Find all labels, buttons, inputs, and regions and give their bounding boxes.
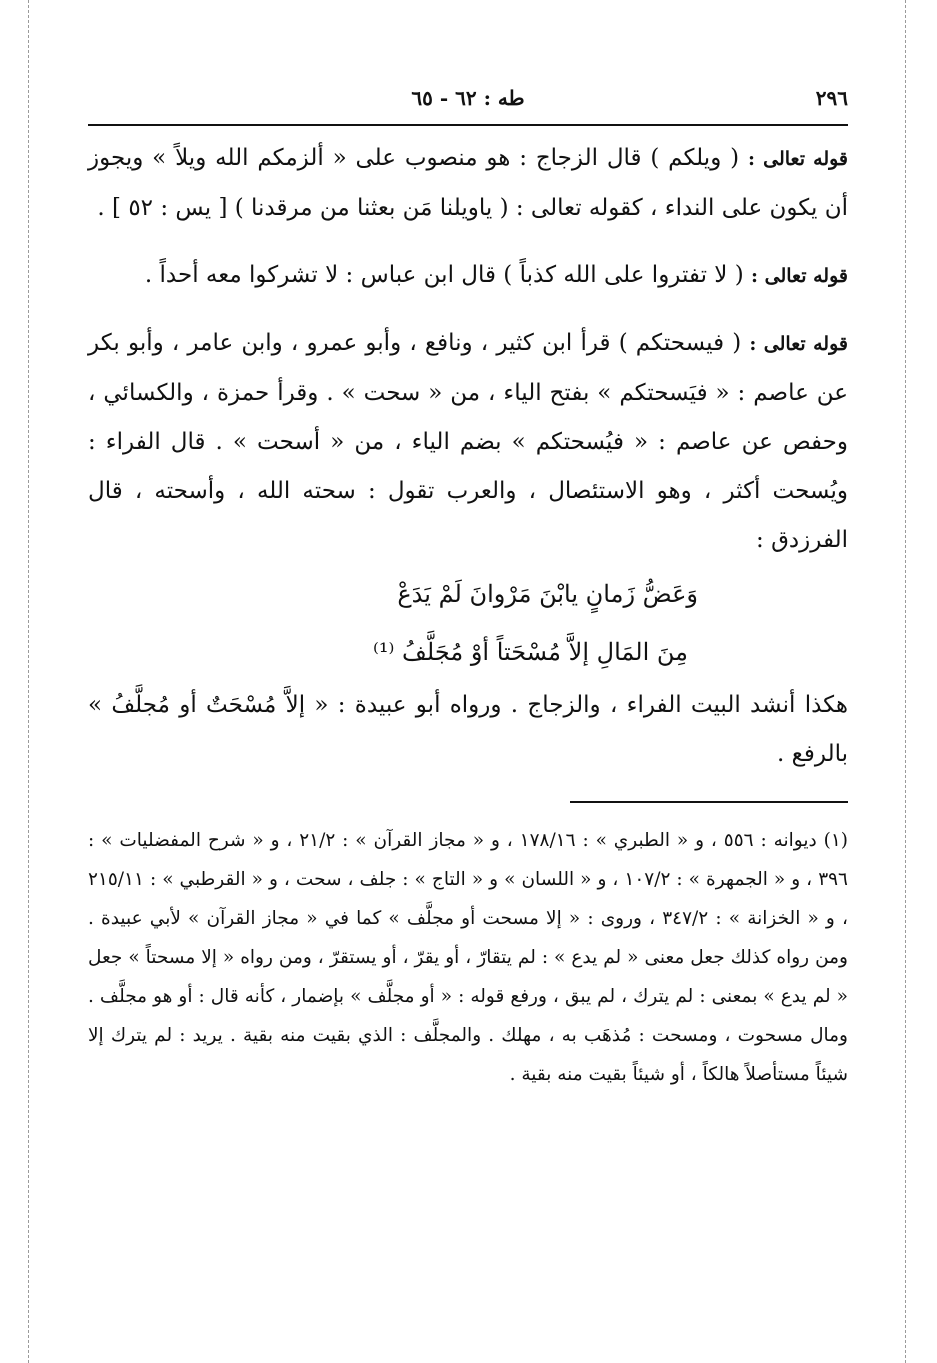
page-number: ٢٩٦ [815,86,848,110]
paragraph [88,134,848,233]
footnotes [88,821,848,1094]
main-text [88,134,848,779]
paragraph-lead: قوله تعالى : [751,265,848,287]
footnote-separator [570,801,848,803]
footnote: (١) ديوانه : ٥٥٦ ، و « الطبري » : ١٧٨/١٦ ، و « مجاز القرآن » : ٢١/٢ ، و « شرح المفضليات » : ٣٩٦ ، و « الجمهرة » : ١٠٧/٢ ، و « اللسان » و « التاج » : جلف ، سحت ، و « القرطبي » : ٢١٥/١١ ، و « الخزانة » : ٣٤٧/٢ ، وروى : « إلا مسحت أو مجلَّف » كما في « مجاز القرآن » لأبي عبيدة . ومن رواه كذلك جعل معنى « لم يدع » : لم يتقارّ ، أو يقرّ ، أو يستقرّ ، ومن رواه « إلا مسحتاً » جعل « لم يدع » بمعنى : لم يترك ، لم يبق ، ورفع قوله : « أو مجلَّف » بإضمار ، كأنه قال : أو هو مجلَّف . ومال مسحوت ، ومسحت : مُذهَب به ، مهلك . والمجلَّف : الذي بقيت منه بقية . يريد : لم يترك إلا شيئاً مستأصلاً هالكاً ، أو شيئاً بقيت منه بقية . [88,830,848,1085]
book-page [88,78,848,1318]
paragraph-text: ( لا تفتروا على الله كذباً ) قال ابن عباس : لا تشركوا معه أحداً . [144,262,744,288]
page-header [88,78,848,126]
verse-line-2: مِنَ المَالِ إلاَّ مُسْحَتاً أوْ مُجَلَّفُ ⁽¹⁾ [373,638,688,666]
poetry-verse [88,565,848,681]
paragraph-text: ( ويلكم ) قال الزجاج : هو منصوب على « ألزمكم الله ويلاً » ويجوز أن يكون على النداء ، كقوله تعالى : ( ياويلنا مَن بعثنا من مرقدنا ) [ يس : ٥٢ ] . [88,145,848,221]
left-dashed-guide [28,0,29,1363]
paragraph [88,319,848,565]
right-dashed-guide [905,0,906,1363]
paragraph [88,251,848,301]
paragraph-lead: قوله تعالى : [749,333,848,355]
paragraph-text: ( فيسحتكم ) قرأ ابن كثير ، ونافع ، وأبو عمرو ، وابن عامر ، وأبو بكر عن عاصم : « فيَسحتكم » بفتح الياء ، من « سحت » . وقرأ حمزة ، والكسائي ، وحفص عن عاصم : « فيُسحتكم » بضم الياء ، من « أسحت » . قال الفراء : ويُسحت أكثر ، وهو الاستئصال ، والعرب تقول : سحته الله ، وأسحته ، قال الفرزدق : [88,330,848,553]
paragraph: هكذا أنشد البيت الفراء ، والزجاج . ورواه أبو عبيدة : « إلاَّ مُسْحَتٌ أو مُجلَّفُ » بالرفع . [88,692,848,767]
paragraph-lead: قوله تعالى : [747,148,849,170]
running-title: طه : ٦٢ - ٦٥ [411,86,525,110]
verse-line-1: وَعَضُّ زَمانٍ يابْنَ مَرْوانَ لَمْ يَدَعْ [397,580,698,608]
